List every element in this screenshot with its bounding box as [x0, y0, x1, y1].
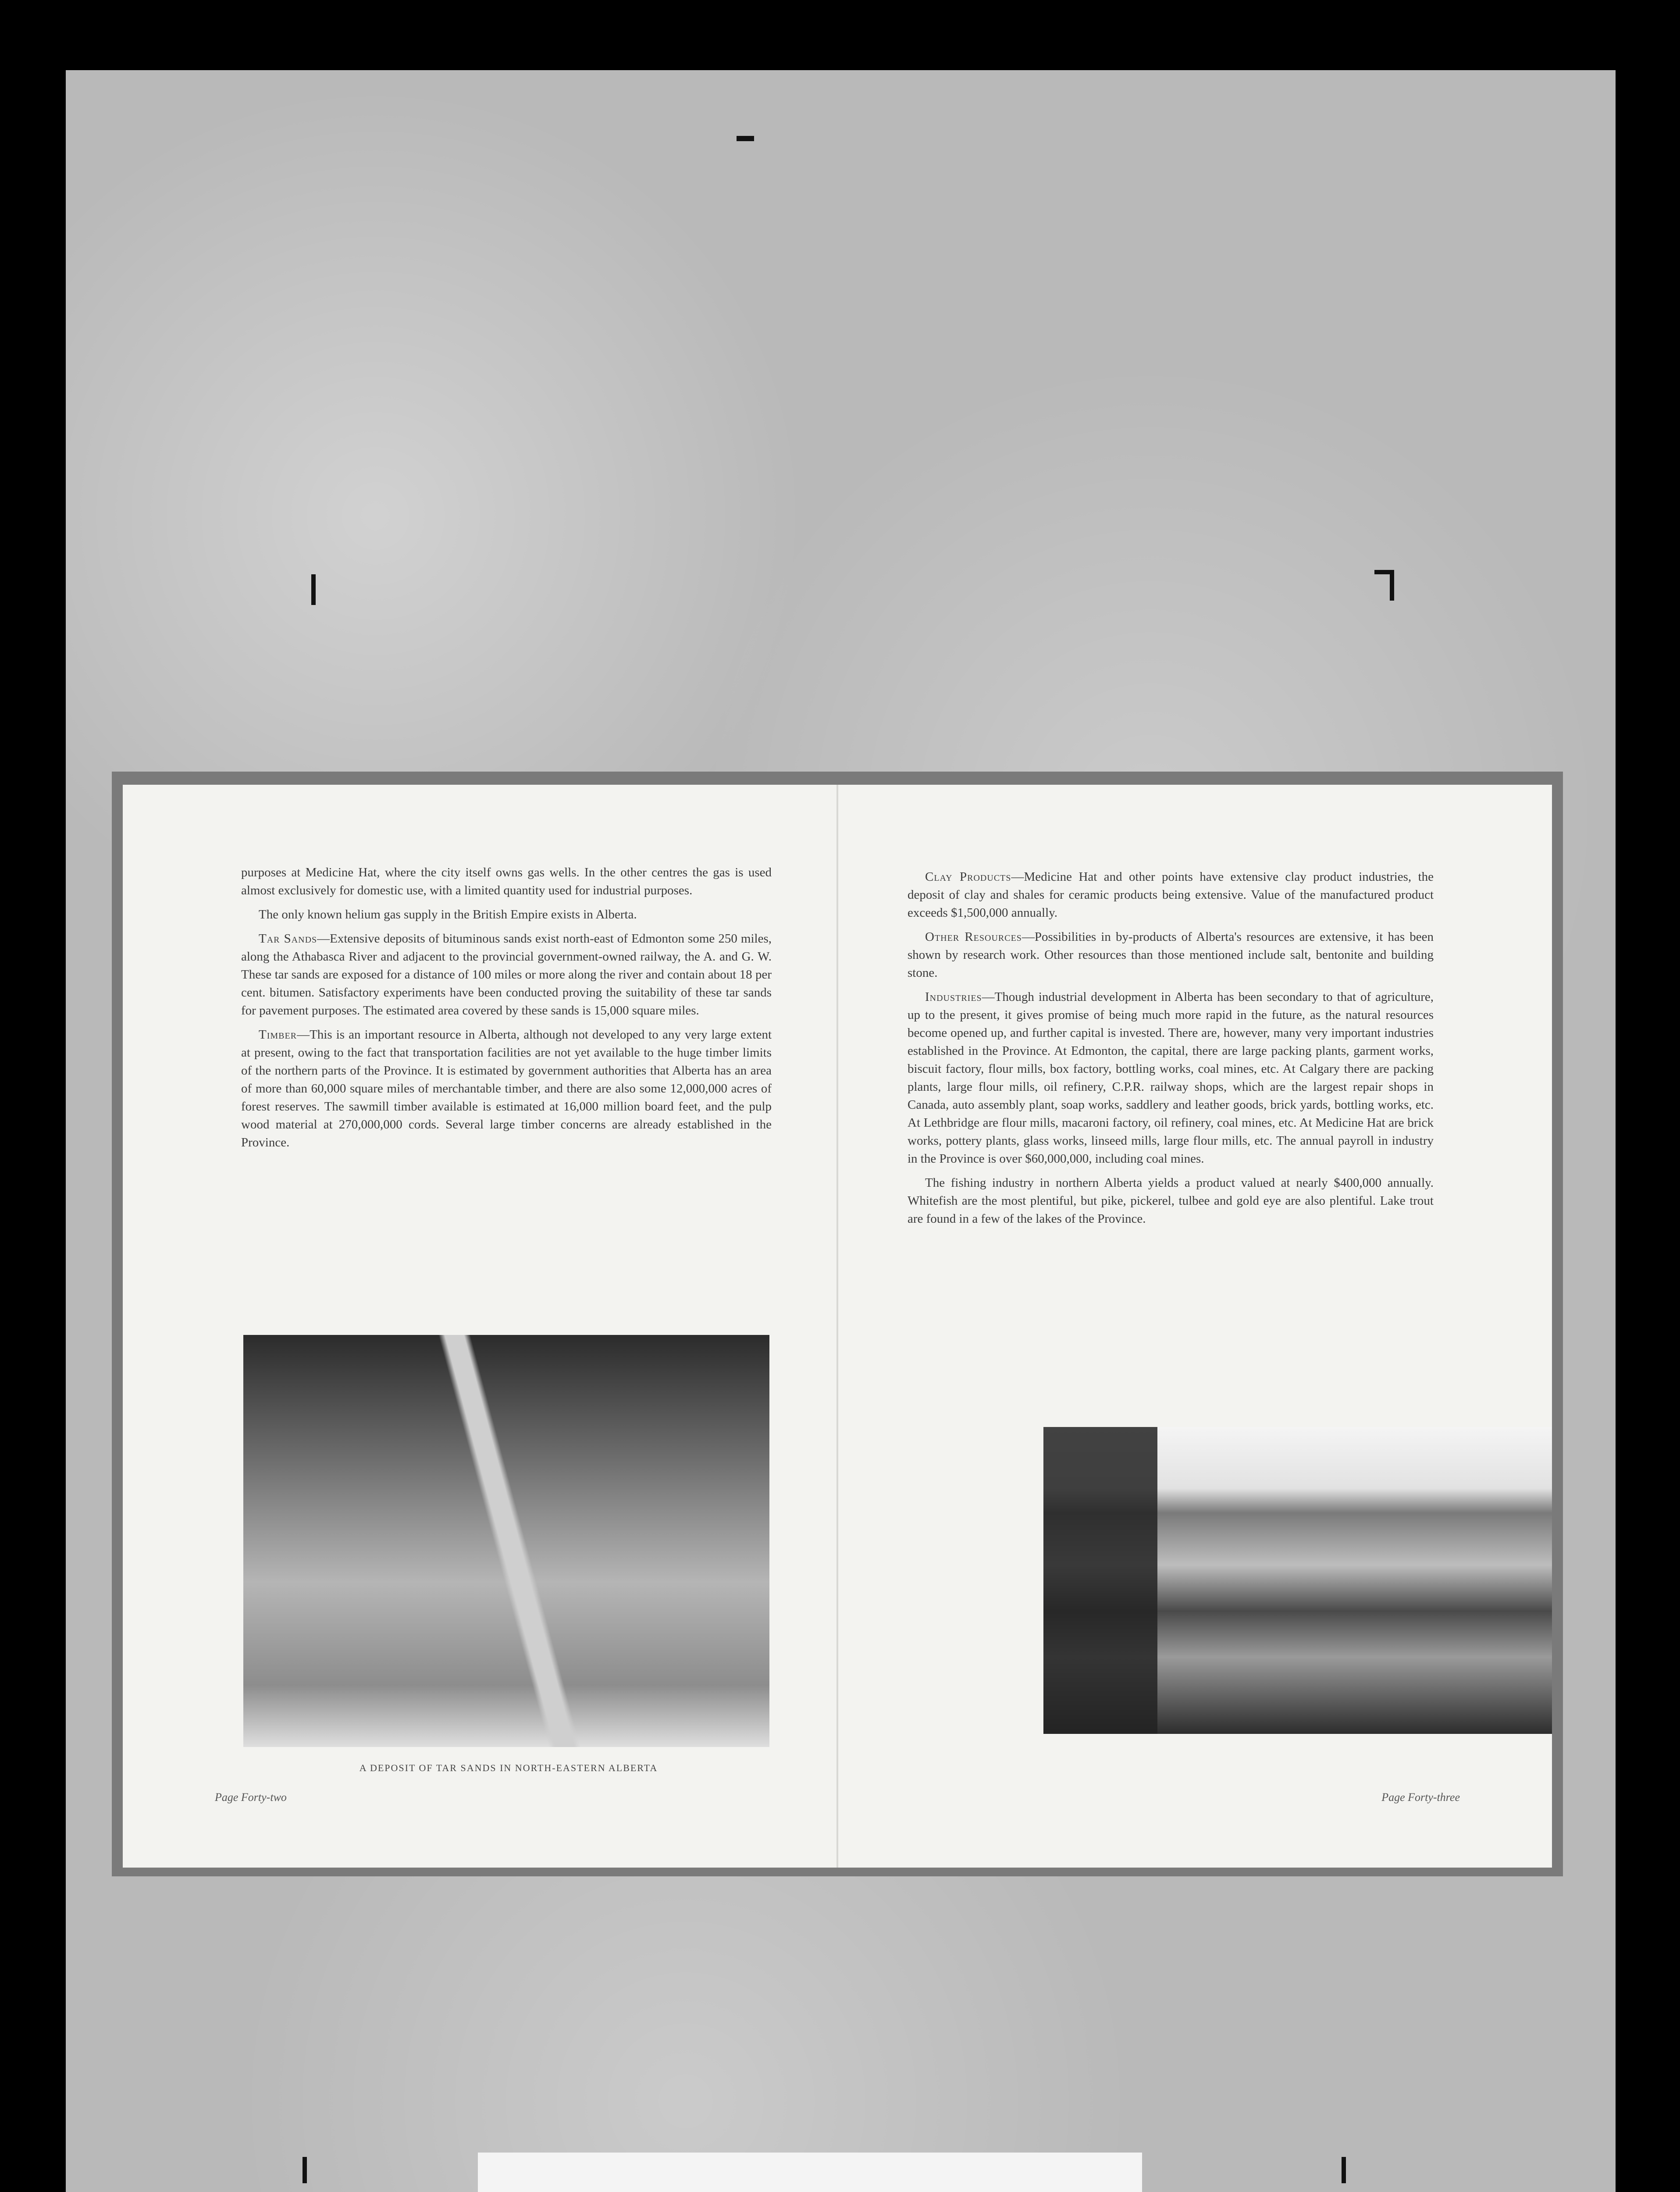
section-heading: Timber [259, 1028, 297, 1042]
section-heading: Clay Products [925, 870, 1011, 884]
corner-mark [311, 574, 316, 605]
page-number: Page Forty-three [1381, 1791, 1460, 1804]
corner-mark [1390, 570, 1394, 601]
corner-mark [1342, 2157, 1346, 2183]
right-text-column [908, 868, 1434, 1234]
right-page [837, 785, 1552, 1868]
section-heading: Tar Sands [259, 932, 317, 946]
left-page [123, 785, 837, 1868]
archive-label-tab [478, 2153, 1142, 2192]
section-heading: Other Resources [925, 930, 1022, 944]
paragraph: The only known helium gas supply in the British Empire exists in Alberta. [259, 907, 637, 922]
corner-mark [303, 2157, 307, 2183]
photo-foreground-logs [1043, 1427, 1157, 1734]
tar-sands-photo [243, 1335, 769, 1747]
section-heading: Industries [925, 990, 982, 1004]
paragraph: Timber—This is an important resource in Alberta, although not developed to any very large extent at present, owing to the fact that transportation facilities are not yet available to the huge timber limits of the northern parts of the Province. It is estimated by government authorities that Alberta has an area of more than 60,000 square miles of merchantable timber, and there are also some 12,000,000 acres of forest reserves. The sawmill timber available is estimated at 16,000 million board feet, and the pulp wood material at 270,000,000 cords. Several large timber concerns are already established in the Province. [241, 1028, 772, 1149]
photo-caption: A DEPOSIT OF TAR SANDS IN NORTH-EASTERN ALBERTA [359, 1762, 658, 1773]
paragraph: The fishing industry in northern Alberta yields a product valued at nearly $400,000 annually. Whitefish are the most plentiful, but pike, pickerel, tulbee and gold eye are also plentiful. Lake trout are found in a few of the lakes of the Province. [908, 1176, 1434, 1226]
paragraph: Industries—Though industrial development in Alberta has been secondary to that of agriculture, up to the present, it gives promise of being much more rapid in the future, as the natural resources become opened up, and further capital is invested. There are, however, many very important industries established in the Province. At Edmonton, the capital, there are large packing plants, garment works, biscuit factory, flour mills, box factory, bottling works, coal mines, etc. At Calgary there are packing plants, large flour mills, oil refinery, C.P.R. railway shops, which are the largest repair shops in Canada, auto assembly plant, soap works, saddlery and leather goods, brick yards, bottling works, etc. At Lethbridge are flour mills, macaroni factory, oil refinery, coal mines, etc. At Medicine Hat are brick works, pottery plants, glass works, linseed mills, large flour mills, etc. The annual payroll in industry in the Province is over $60,000,000, including coal mines. [908, 990, 1434, 1166]
paragraph: Other Resources—Possibilities in by-products of Alberta's resources are extensive, it has been shown by research work. Other resources than those mentioned include salt, bentonite and building stone. [908, 930, 1434, 980]
paragraph: Clay Products—Medicine Hat and other points have extensive clay product industries, the deposit of clay and shales for ceramic products being extensive. Value of the manufactured product exceeds $1,500,000 annually. [908, 870, 1434, 920]
corner-mark [737, 136, 754, 141]
page-number: Page Forty-two [215, 1791, 287, 1804]
left-text-column [241, 864, 772, 1158]
book-spread [123, 785, 1552, 1868]
log-river-photo [1043, 1427, 1552, 1734]
paragraph: Tar Sands—Extensive deposits of bituminous sands exist north-east of Edmonton some 250 miles, along the Athabasca River and adjacent to the provincial government-owned railway, the A. and G. W. These tar sands are exposed for a distance of 100 miles or more along the river and contain about 18 per cent. bitumen. Satisfactory experiments have been conducted proving the suitability of these tar sands for pavement purposes. The estimated area covered by these sands is 15,000 square miles. [241, 932, 772, 1018]
paragraph: purposes at Medicine Hat, where the city itself owns gas wells. In the other centres the gas is used almost exclusively for domestic use, with a limited quantity used for industrial purposes. [241, 865, 772, 897]
